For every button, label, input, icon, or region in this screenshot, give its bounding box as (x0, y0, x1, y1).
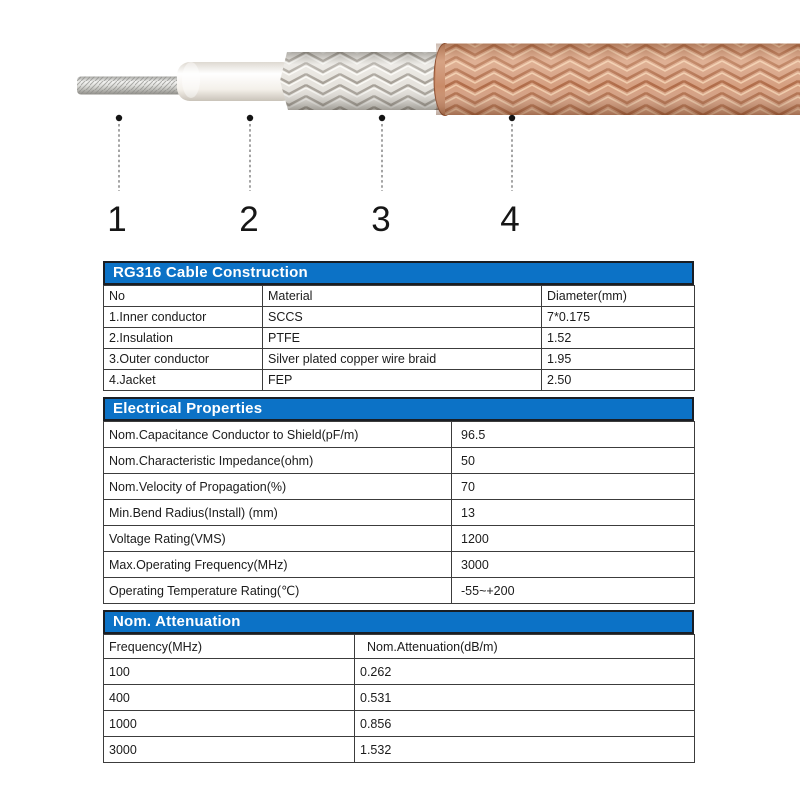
property-label: Operating Temperature Rating(℃) (104, 578, 452, 604)
jacket-graphic (434, 44, 800, 116)
table-row (104, 711, 695, 737)
construction-title-bar (103, 261, 694, 285)
cell-diameter: 1.95 (542, 349, 695, 370)
table-row (104, 659, 695, 685)
col-header-no: No (104, 286, 263, 307)
table-row (104, 737, 695, 763)
property-value: 50 (452, 448, 695, 474)
callout-dot (116, 115, 122, 121)
table-row (104, 328, 695, 349)
callout-number: 3 (371, 200, 391, 239)
property-label: Nom.Velocity of Propagation(%) (104, 474, 452, 500)
table-row (104, 349, 695, 370)
attenuation-table (103, 634, 695, 763)
construction-title: RG316 Cable Construction (113, 264, 308, 281)
cell-material: PTFE (263, 328, 542, 349)
callout-dot (247, 115, 253, 121)
cell-frequency: 1000 (104, 711, 355, 737)
cell-diameter: 7*0.175 (542, 307, 695, 328)
callout-dot (509, 115, 515, 121)
callout-number: 1 (107, 200, 127, 239)
property-label: Nom.Capacitance Conductor to Shield(pF/m) (104, 422, 452, 448)
insulation-graphic (177, 62, 295, 101)
callout-dot (379, 115, 385, 121)
cell-diameter: 1.52 (542, 328, 695, 349)
property-value: 13 (452, 500, 695, 526)
callout-number: 2 (239, 200, 259, 239)
inner-conductor-graphic (77, 77, 191, 95)
electrical-title-bar (103, 397, 694, 421)
property-value: 1200 (452, 526, 695, 552)
callouts (107, 115, 519, 239)
cable-diagram (0, 0, 800, 245)
table-row (104, 422, 695, 448)
table-row (104, 578, 695, 604)
cell-material: SCCS (263, 307, 542, 328)
electrical-title: Electrical Properties (113, 400, 263, 417)
property-value: 96.5 (452, 422, 695, 448)
table-row (104, 685, 695, 711)
table-row (104, 552, 695, 578)
table-row (104, 307, 695, 328)
cell-no: 4.Jacket (104, 370, 263, 391)
col-header-attenuation: Nom.Attenuation(dB/m) (355, 635, 695, 659)
cell-attenuation: 1.532 (355, 737, 695, 763)
property-label: Max.Operating Frequency(MHz) (104, 552, 452, 578)
attenuation-header-row (104, 635, 695, 659)
cell-no: 3.Outer conductor (104, 349, 263, 370)
callout-1 (107, 115, 126, 239)
col-header-diameter: Diameter(mm) (542, 286, 695, 307)
cell-no: 1.Inner conductor (104, 307, 263, 328)
table-row (104, 526, 695, 552)
attenuation-title-bar (103, 610, 694, 634)
property-label: Min.Bend Radius(Install) (mm) (104, 500, 452, 526)
cell-diameter: 2.50 (542, 370, 695, 391)
property-label: Voltage Rating(VMS) (104, 526, 452, 552)
table-row (104, 448, 695, 474)
electrical-table (103, 421, 695, 604)
spec-tables (103, 261, 694, 763)
cell-attenuation: 0.531 (355, 685, 695, 711)
table-row (104, 370, 695, 391)
property-label: Nom.Characteristic Impedance(ohm) (104, 448, 452, 474)
attenuation-title: Nom. Attenuation (113, 613, 241, 630)
property-value: -55~+200 (452, 578, 695, 604)
cell-no: 2.Insulation (104, 328, 263, 349)
construction-header-row (104, 286, 695, 307)
cell-frequency: 3000 (104, 737, 355, 763)
outer-conductor-graphic (280, 52, 441, 110)
callout-4 (500, 115, 519, 239)
cell-material: Silver plated copper wire braid (263, 349, 542, 370)
cell-attenuation: 0.262 (355, 659, 695, 685)
table-row (104, 474, 695, 500)
callout-number: 4 (500, 200, 520, 239)
table-row (104, 500, 695, 526)
callout-3 (371, 115, 390, 239)
construction-table (103, 285, 695, 391)
property-value: 3000 (452, 552, 695, 578)
cell-frequency: 100 (104, 659, 355, 685)
callout-2 (239, 115, 258, 239)
col-header-frequency: Frequency(MHz) (104, 635, 355, 659)
cell-attenuation: 0.856 (355, 711, 695, 737)
property-value: 70 (452, 474, 695, 500)
cell-frequency: 400 (104, 685, 355, 711)
cell-material: FEP (263, 370, 542, 391)
col-header-material: Material (263, 286, 542, 307)
